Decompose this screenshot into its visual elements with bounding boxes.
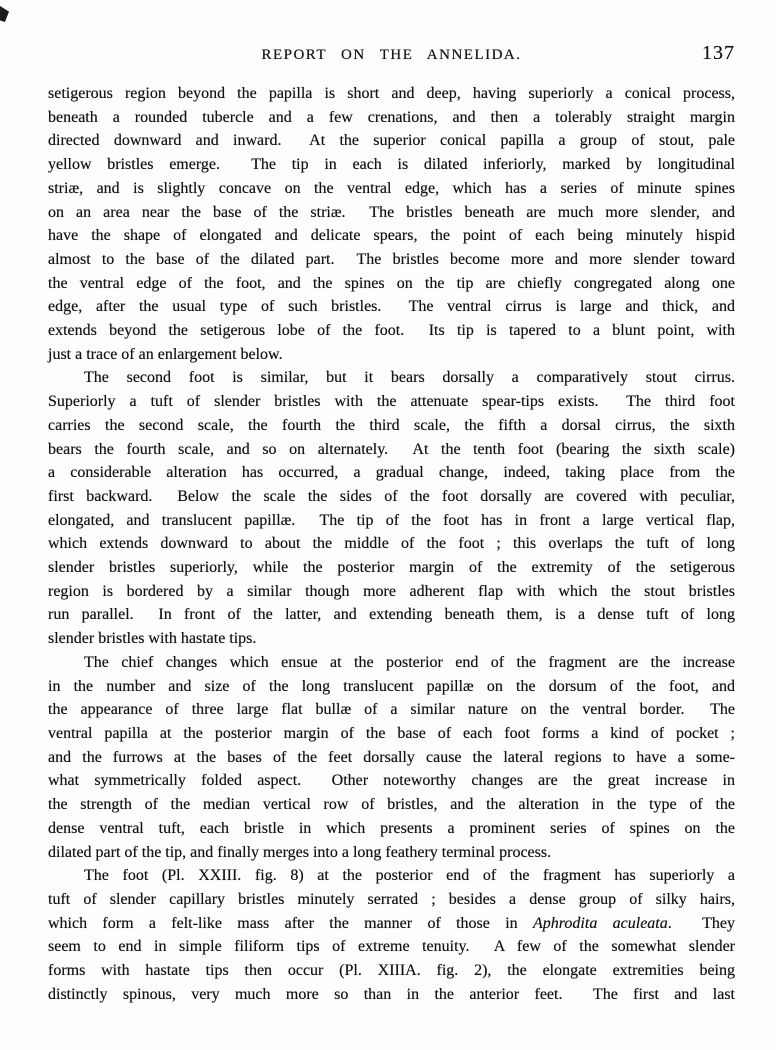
text-line: the appearance of three large flat bullæ of a similar nature on the ventral border. The bbox=[48, 701, 735, 719]
text-line: seem to end in simple filiform tips of extreme tenuity. A few of the somewhat slender bbox=[48, 938, 735, 956]
text-line: the strength of the median vertical row of bristles, and the alteration in the type of the bbox=[48, 796, 735, 814]
text-line: tuft of slender capillary bristles minutely serrated ; besides a dense group of silky hairs, bbox=[48, 890, 735, 908]
text-line: The second foot is similar, but it bears dorsally a comparatively stout cirrus. bbox=[84, 369, 735, 387]
text-line: a considerable alteration has occurred, a gradual change, indeed, taking place from the bbox=[48, 464, 735, 482]
text-line: in the number and size of the long translucent papillæ on the dorsum of the foot, and bbox=[48, 677, 735, 695]
text-line: what symmetrically folded aspect. Other noteworthy changes are the great increase in bbox=[48, 772, 735, 790]
text-line: slender bristles superiorly, while the posterior margin of the extremity of the setigerous bbox=[48, 559, 735, 577]
text-line: carries the second scale, the fourth the third scale, the fifth a dorsal cirrus, the sixth bbox=[48, 416, 735, 434]
text-line: dilated part of the tip, and finally merges into a long feathery terminal process. bbox=[48, 843, 552, 861]
text-line: Superiorly a tuft of slender bristles with the attenuate spear-tips exists. The third foot bbox=[48, 393, 735, 411]
text-line: The foot (Pl. XXIII. fig. 8) at the posterior end of the fragment has superiorly a bbox=[84, 867, 735, 885]
paragraph bbox=[48, 864, 735, 1006]
text-line: just a trace of an enlargement below. bbox=[48, 345, 283, 363]
text-line: which extends downward to about the middle of the foot ; this overlaps the tuft of long bbox=[48, 535, 735, 553]
running-header bbox=[48, 42, 735, 69]
text-line: dense ventral tuft, each bristle in which presents a prominent series of spines on the bbox=[48, 819, 735, 837]
text-line: bears the fourth scale, and so on alternately. At the tenth foot (bearing the sixth scale) bbox=[48, 440, 735, 458]
text-line: have the shape of elongated and delicate spears, the point of each being minutely hispid bbox=[48, 227, 735, 245]
text-line: setigerous region beyond the papilla is short and deep, having superiorly a conical process, bbox=[48, 85, 735, 102]
header-title: REPORT ON THE ANNELIDA. bbox=[261, 47, 522, 63]
text-line: striæ, and is slightly concave on the ventral edge, which has a series of minute spines bbox=[48, 179, 735, 197]
text-line: almost to the base of the dilated part. The bristles become more and more slender toward bbox=[48, 250, 735, 268]
scan-artifact bbox=[0, 6, 9, 22]
text-line: the ventral edge of the foot, and the spines on the tip are chiefly congregated along one bbox=[48, 274, 735, 292]
species-name-italic: Aphrodita aculeata bbox=[533, 914, 668, 932]
text-line: beneath a rounded tubercle and a few crenations, and then a tolerably straight margin bbox=[48, 108, 735, 126]
text-line: The chief changes which ensue at the posterior end of the fragment are the increase bbox=[84, 653, 735, 671]
text-line: forms with hastate tips then occur (Pl. XIIIA. fig. 2), the elongate extremities being bbox=[48, 962, 735, 980]
text-line: region is bordered by a similar though more adherent flap with which the stout bristles bbox=[48, 582, 735, 600]
text-line: elongated, and translucent papillæ. The tip of the foot has in front a large vertical flap, bbox=[48, 511, 735, 529]
text-line: which form a felt-like mass after the manner of those in Aphrodita aculeata. They bbox=[48, 914, 736, 932]
text-line: first backward. Below the scale the sides of the foot dorsally are covered with peculiar, bbox=[48, 487, 735, 505]
text-line: distinctly spinous, very much more so than in the anterior feet. The first and last bbox=[48, 985, 735, 1003]
text-line: on an area near the base of the striæ. The bristles beneath are much more slender, and bbox=[48, 203, 735, 221]
text-line: run parallel. In front of the latter, and extending beneath them, is a dense tuft of long bbox=[48, 606, 735, 624]
text-line: directed downward and inward. At the superior conical papilla a group of stout, pale bbox=[48, 132, 735, 150]
text-line: slender bristles with hastate tips. bbox=[48, 630, 257, 648]
page-number: 137 bbox=[702, 42, 735, 64]
text-line: and the furrows at the bases of the feet dorsally cause the lateral regions to have a some- bbox=[48, 748, 735, 766]
text-line: ventral papilla at the posterior margin of the base of each foot forms a kind of pocket ; bbox=[48, 724, 735, 742]
paragraph bbox=[48, 366, 735, 650]
text-line: extends beyond the setigerous lobe of the foot. Its tip is tapered to a blunt point, with bbox=[48, 322, 735, 340]
paragraph bbox=[48, 82, 735, 366]
paragraph bbox=[48, 651, 735, 864]
text-line: edge, after the usual type of such bristles. The ventral cirrus is large and thick, and bbox=[48, 298, 735, 316]
text-line: yellow bristles emerge. The tip in each is dilated inferiorly, marked by longitudinal bbox=[48, 156, 735, 174]
page-body bbox=[48, 82, 735, 1006]
